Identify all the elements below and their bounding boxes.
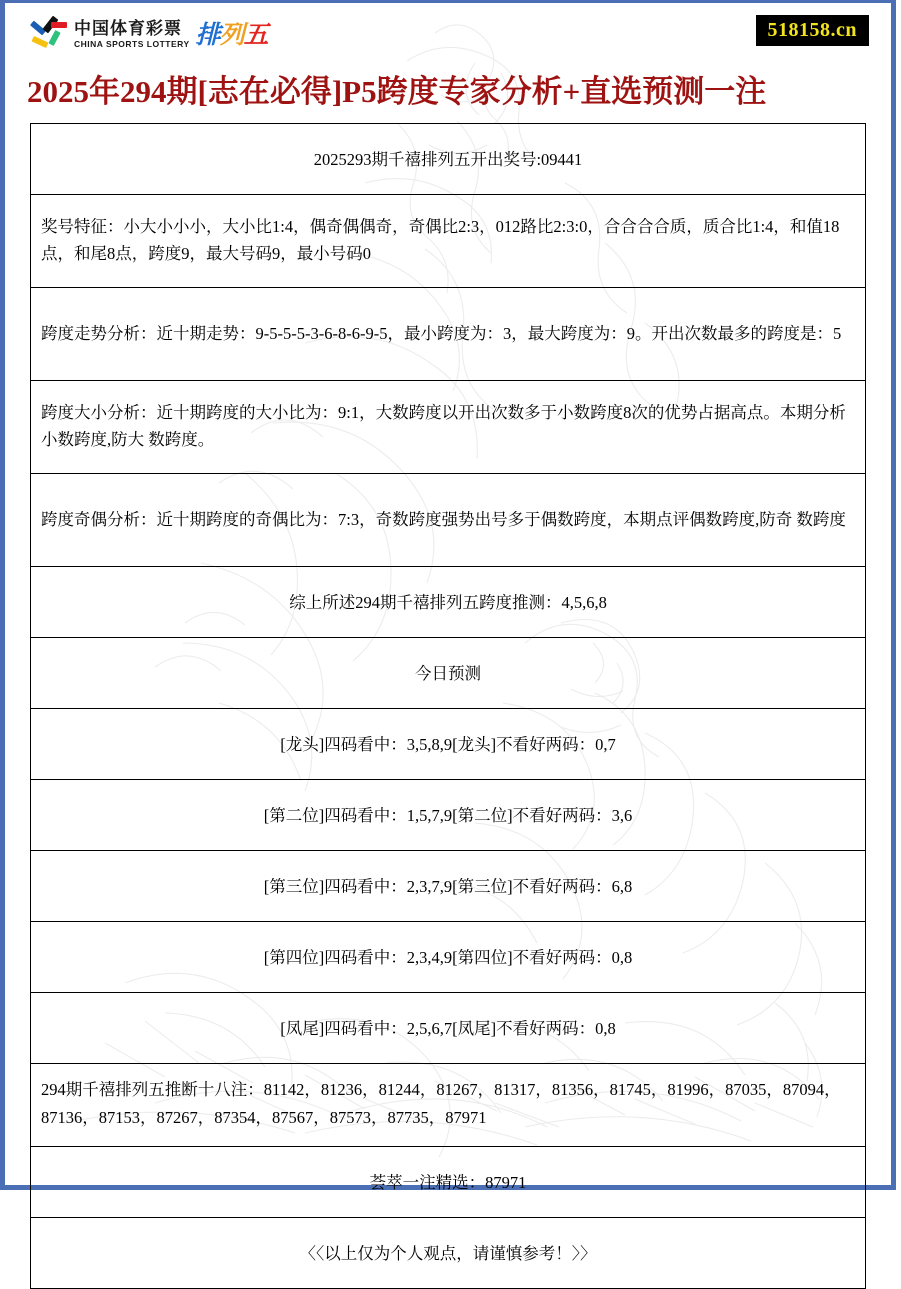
table-row-span-summary — [31, 567, 866, 638]
span-parity-cell: 跨度奇偶分析：近十期跨度的奇偶比为：7:3，奇数跨度强势出号多于偶数跨度，本期点评偶数跨度,防奇 数跨度 — [31, 474, 866, 567]
position-third-cell: [第三位]四码看中：2,3,7,9[第三位]不看好两码：6,8 — [31, 851, 866, 922]
today-forecast-header-cell: 今日预测 — [31, 638, 866, 709]
disclaimer-cell: 〈〈以上仅为个人观点，请谨慎参考！〉〉 — [31, 1218, 866, 1289]
table-row-position-3 — [31, 851, 866, 922]
logo-chinese-name: 中国体育彩票 — [74, 19, 182, 39]
pailiewu-wordmark — [196, 21, 268, 49]
table-row-forecast-header — [31, 638, 866, 709]
award-features-cell: 奖号特征：小大小小小，大小比1:4，偶奇偶偶奇，奇偶比2:3，012路比2:3:0，合合合合质，质合比1:4，和值18点，和尾8点，跨度9，最大号码9，最小号码0 — [31, 195, 866, 288]
table-row-eighteen-bets — [31, 1064, 866, 1147]
eighteen-bets-cell: 294期千禧排列五推断十八注：81142，81236，81244，81267，81317，81356，81745，81996，87035，87094，87136，87153，87267，87354，87567，87573，87735，87971 — [31, 1064, 866, 1147]
lottery-logo — [29, 13, 272, 57]
pailiewu-char-3: 五 — [243, 20, 268, 49]
best-single-pick-cell: 荟萃一注精选：87971 — [31, 1147, 866, 1218]
page-title: 2025年294期[志在必得]P5跨度专家分析+直选预测一注 — [27, 74, 767, 109]
position-second-cell: [第二位]四码看中：1,5,7,9[第二位]不看好两码：3,6 — [31, 780, 866, 851]
table-row-best-pick — [31, 1147, 866, 1218]
position-feng-wei-cell: [凤尾]四码看中：2,5,6,7[凤尾]不看好两码：0,8 — [31, 993, 866, 1064]
site-domain-badge[interactable]: 518158.cn — [756, 15, 870, 46]
table-row-position-2 — [31, 780, 866, 851]
table-row-position-5 — [31, 993, 866, 1064]
span-trend-cell: 跨度走势分析：近十期走势：9-5-5-5-3-6-8-6-9-5，最小跨度为：3，最大跨度为：9。开出次数最多的跨度是：5 — [31, 288, 866, 381]
position-fourth-cell: [第四位]四码看中：2,3,4,9[第四位]不看好两码：0,8 — [31, 922, 866, 993]
table-row-disclaimer — [31, 1218, 866, 1289]
analysis-table — [30, 123, 866, 1289]
table-row-span-size — [31, 381, 866, 474]
draw-result-cell: 2025293期千禧排列五开出奖号:09441 — [31, 124, 866, 195]
sports-lottery-mark-icon — [29, 16, 69, 54]
pailiewu-char-1: 排 — [195, 20, 220, 49]
span-summary-cell: 综上所述294期千禧排列五跨度推测：4,5,6,8 — [31, 567, 866, 638]
table-row-position-4 — [31, 922, 866, 993]
span-size-cell: 跨度大小分析：近十期跨度的大小比为：9:1，大数跨度以开出次数多于小数跨度8次的优势占据高点。本期分析小数跨度,防大 数跨度。 — [31, 381, 866, 474]
logo-english-name: CHINA SPORTS LOTTERY — [74, 39, 190, 49]
table-row-position-1 — [31, 709, 866, 780]
table-row-features — [31, 195, 866, 288]
site-header — [5, 3, 891, 69]
position-long-tou-cell: [龙头]四码看中：3,5,8,9[龙头]不看好两码：0,7 — [31, 709, 866, 780]
pailiewu-char-2: 列 — [219, 20, 244, 49]
table-row-span-trend — [31, 288, 866, 381]
logo-text-block — [74, 20, 190, 50]
table-row-draw-result — [31, 124, 866, 195]
table-row-span-parity — [31, 474, 866, 567]
